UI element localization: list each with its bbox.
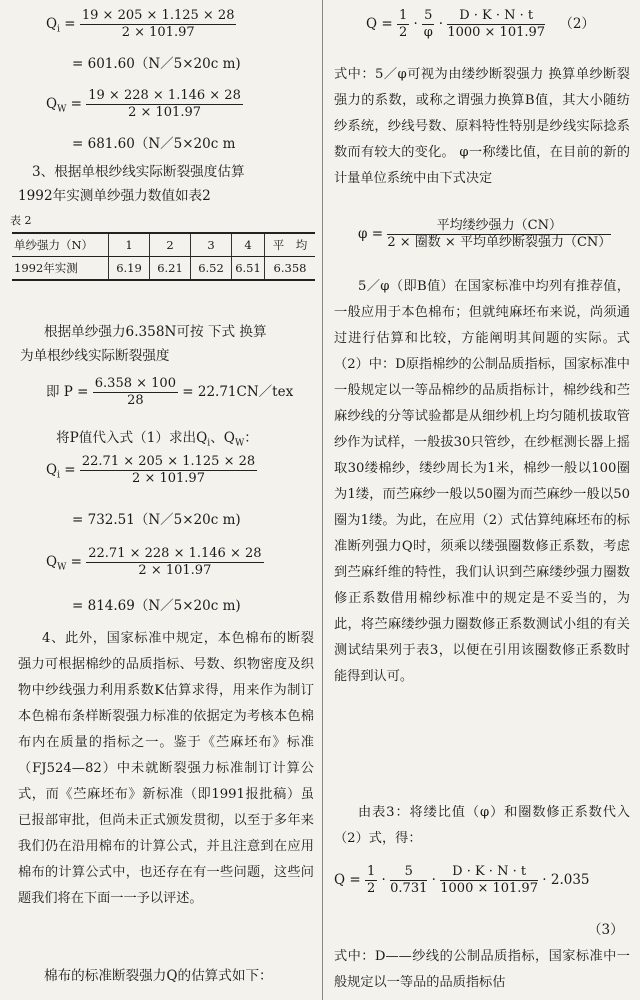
eq-numerator: 19 × 228 × 1.146 × 28: [88, 88, 241, 103]
eq-denominator: 2 × 101.97: [132, 471, 205, 486]
p-subst-text: 将P值代入式（1）求出Q: [56, 430, 208, 446]
equation-qw-1-result: = 681.60（N／5×20c m: [72, 136, 236, 152]
eq-fraction-3: [447, 8, 545, 41]
eq-numerator: 1: [366, 864, 376, 879]
equation-qi-1-result: = 601.60（N／5×20c m): [72, 56, 241, 72]
table-header-cell: 单纱强力（N）: [12, 233, 109, 257]
right-column: [330, 0, 635, 1000]
paragraph-table3-intro-text: 由表3：将缕比值（φ）和圈数修正系数代入（2）式，得：: [334, 805, 630, 846]
eq-denominator: 1000 × 101.97: [440, 881, 538, 896]
paragraph-table3-intro: [334, 800, 630, 852]
paragraph-explanation-1-text: 式中：5／φ可视为由缕纱断裂强力 换算单纱断裂强力的系数，或称之谓强力换算B值，其大小随纺纱系统，纱线号数、原料特性特别是纱线实际捻系数而有较大的变化。 φ一称缕比值，在目前的新的计量单位系统中由下式决定: [334, 67, 630, 186]
eq-denominator: 28: [127, 393, 144, 408]
equation-phi: [358, 218, 611, 251]
equation-qi-1: $Q_i$ = $\frac{19 \times 205 \times 1.125 \times 28}{2 \times 101.97}$: [46, 8, 235, 40]
equation-3: Q = $\frac{1}{2}$ · $\frac{5}{0.731}$ · $\frac{D \cdot K \cdot N \cdot t}{1000 \times 101.97}$ · 2.035: [334, 864, 590, 896]
eq-fraction-2: [390, 864, 427, 897]
eq-sub: W: [57, 562, 67, 573]
paragraph-explanation-1: [334, 62, 630, 192]
section3-line1: 3、根据单根纱线实际断裂强度估算: [32, 164, 245, 180]
table-caption: 表 2: [10, 214, 32, 227]
table-header-cell: 3: [191, 233, 232, 257]
equation-qw-2-result: = 814.69（N／5×20c m): [72, 598, 241, 614]
eq-denominator: 2 × 101.97: [128, 105, 201, 120]
paragraph-formula-intro: 棉布的标准断裂强力Q的估算式如下：: [44, 968, 273, 984]
p-subst-sub1: i: [207, 438, 211, 449]
eq-numerator: D · K · N · t: [440, 864, 538, 881]
equation-qi-2-result: = 732.51（N／5×20c m): [72, 512, 241, 528]
eq-result: = 22.71CN／tex: [182, 384, 294, 400]
eq-fraction: [86, 546, 263, 579]
eq-numerator: 5: [424, 8, 433, 23]
paragraph-section4: [18, 626, 314, 912]
eq-fraction: [93, 376, 178, 409]
equation-2: Q = $\frac{1}{2}$ · $\frac{5}{\varphi}$ · $\frac{D \cdot K \cdot N \cdot t}{1000 \times 101.97}$ （2）: [366, 8, 595, 40]
paragraph-conversion-line1: 根据单纱强力6.358N可按 下式 换算: [44, 324, 267, 340]
eq-lhs: Q: [46, 16, 58, 32]
p-subst-end: ：: [244, 430, 258, 446]
table-cell: 6.21: [150, 257, 191, 281]
table-cell: 1992年实测: [12, 257, 109, 281]
table-data-row: [12, 257, 315, 281]
equation-p: [46, 376, 293, 409]
eq-lhs: Q: [46, 462, 58, 478]
eq-numerator: D · K · N · t: [447, 8, 545, 25]
eq-numerator: 1: [398, 8, 408, 23]
eq-fraction-1: [365, 864, 377, 897]
eq-denominator: 2: [398, 25, 408, 40]
eq-lhs: φ =: [358, 226, 384, 242]
eq-denominator: 2: [366, 881, 376, 896]
eq-fraction: [86, 88, 243, 121]
eq-tail: · 2.035: [542, 872, 590, 888]
table-cell: 6.358: [265, 257, 316, 281]
table-header-cell: 4: [232, 233, 265, 257]
eq-lhs: Q =: [366, 16, 393, 32]
left-column: [6, 0, 316, 1000]
equation-qi-2: $Q_i$ = $\frac{22.71 \times 205 \times 1.125 \times 28}{2 \times 101.97}$: [46, 454, 256, 486]
paragraph-variable-def-text: 式中：D——纱线的公制品质指标，国家标准中一般规定以一等品的品质指标估: [334, 949, 630, 990]
paragraph-variable-def: [334, 944, 630, 996]
equation-qw-2: $Q_W$ = $\frac{22.71 \times 228 \times 1.146 \times 28}{2 \times 101.97}$: [46, 546, 262, 578]
eq-fraction-2: [422, 8, 434, 41]
eq-lhs: Q: [46, 96, 58, 112]
eq-numerator: 5: [390, 864, 427, 881]
eq-denominator: 2 × 101.97: [121, 25, 195, 40]
table-header-cell: 1: [109, 233, 150, 257]
equation-3-tag: （3）: [588, 922, 624, 938]
eq-denominator: 1000 × 101.97: [447, 25, 546, 40]
eq-denominator: 2 × 101.97: [138, 563, 212, 578]
eq-sub: i: [57, 470, 60, 481]
eq-sub: i: [57, 24, 60, 35]
eq-lhs: Q =: [334, 872, 361, 888]
p-substitution-line: [56, 428, 258, 454]
equation-qw-1: $Q_W$ = $\frac{19 \times 228 \times 1.146 \times 28}{2 \times 101.97}$: [46, 88, 241, 120]
eq-numerator: 平均缕纱强力（CN）: [387, 218, 611, 235]
p-subst-mid: 、Q: [210, 430, 235, 446]
table-2: [12, 232, 315, 281]
eq-numerator: 19 × 205 × 1.125 × 28: [81, 8, 235, 23]
paragraph-explanation-2-text: 5／φ（即B值）在国家标准中均列有推荐值，一般应用于本色棉布；但就纯麻坯布来说，尚须通过进行估算和比较，方能阐明其间题的实际。式（2）中：D原指棉纱的公制品质指标，国家标准中一般规定以一等品棉纱的品质指标计，棉纱线和苎麻纱线的分等试验都是从细纱机上均匀随机拔取管纱作为试样，一般拔30只管纱，在纱框测长器上摇取30缕棉纱，缕纱周长为1米，棉纱一般以100圈为1缕，而苎麻纱一般以50圈为而苎麻纱一般以50圈为1缕。为此，在应用（2）式估算纯麻坯布的标准断列强力Q时，须乘以缕强圈数修正系数，考虑到苎麻纤维的特性，我们认识到苎麻缕纱强力圈数修正系数借用棉纱标准中的规定是不妥当的，为此，将苎麻缕纱强力圈数修正系数测试小组的有关测试结果列于表3，以便在引用该圈数修正系数时能得到认可。: [334, 279, 630, 684]
eq-denominator: φ: [423, 25, 433, 40]
column-divider: [322, 0, 323, 1000]
p-subst-sub2: W: [234, 438, 245, 449]
table-header-cell: 2: [150, 233, 191, 257]
eq-denominator: 0.731: [390, 881, 428, 896]
paragraph-section4-text: 4、此外，国家标准中规定，本色棉布的断裂强力可根据棉纱的品质指标、号数、织物密度及织物中纱线强力利用系数K估算求得，用来作为制订本色棉布条样断裂强力标准的依据定为考核本色棉布内在质量的指标之一。鉴于《苎麻坯布》标准（FJ524—82）中未就断裂强力标准制订计算公式，而《苎麻坯布》新标准（即1991报批稿）虽已报部审批，但尚未正式颁发贯彻，以至于多年来我们仍在沿用棉布的计算公式，并且注意到在应用棉布的计算公式中，也还存在有一些问题，这些问题我们将在下面一一予以评述。: [18, 631, 314, 906]
eq-denominator: 2 × 圈数 × 平均单纱断裂强力（CN）: [387, 235, 612, 250]
eq-fraction: [80, 454, 257, 487]
eq-fraction: [80, 8, 237, 41]
eq-sub: W: [57, 104, 67, 115]
table-cell: 6.51: [232, 257, 265, 281]
table-cell: 6.52: [191, 257, 232, 281]
equation-tag: （2）: [559, 16, 595, 32]
eq-fraction: [387, 218, 611, 251]
table-header-row: [12, 233, 315, 257]
eq-numerator: 6.358 × 100: [94, 376, 176, 391]
eq-numerator: 22.71 × 228 × 1.146 × 28: [88, 546, 262, 561]
paragraph-explanation-2: [334, 274, 630, 690]
eq-numerator: 22.71 × 205 × 1.125 × 28: [81, 454, 256, 469]
eq-lhs: 即 P =: [46, 384, 89, 400]
table-cell: 6.19: [109, 257, 150, 281]
eq-lhs: Q: [46, 554, 58, 570]
table-header-cell: 平 均: [265, 233, 316, 257]
eq-fraction-3: [440, 864, 538, 897]
paragraph-conversion-line2: 为单根纱线实际断裂强度: [20, 348, 170, 364]
section3-line2: 1992年实测单纱强力数值如表2: [18, 188, 211, 204]
eq-fraction-1: [397, 8, 409, 41]
